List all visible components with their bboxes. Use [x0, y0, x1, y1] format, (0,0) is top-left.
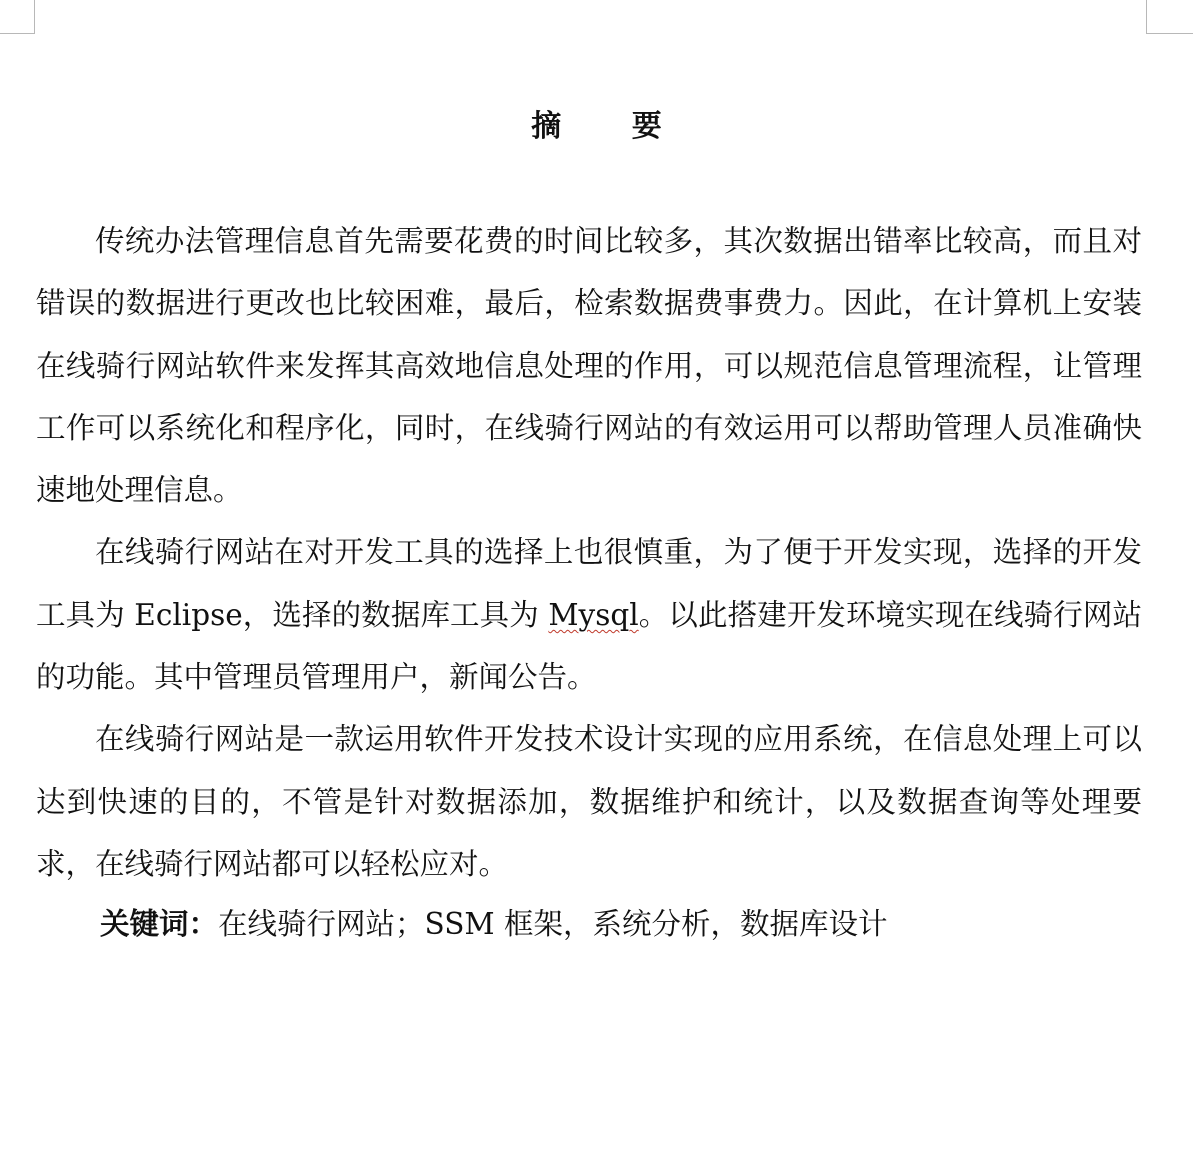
spellcheck-flagged-word: Mysql — [548, 597, 639, 632]
abstract-paragraph-2 — [36, 521, 1142, 708]
keywords-label: 关键词： — [100, 906, 219, 942]
abstract-body — [36, 210, 1142, 953]
corner-mark-top-right — [1146, 0, 1147, 34]
corner-mark-top-left — [34, 0, 35, 34]
keywords-value: 在线骑行网站；SSM 框架，系统分析，数据库设计 — [218, 907, 888, 942]
keywords-line — [36, 895, 1142, 953]
abstract-paragraph-1: 传统办法管理信息首先需要花费的时间比较多，其次数据出错率比较高，而且对错误的数据进行更改也比较困难，最后，检索数据费事费力。因此，在计算机上安装在线骑行网站软件来发挥其高效地信息处理的作用，可以规范信息管理流程，让管理工作可以系统化和程序化，同时，在线骑行网站的有效运用可以帮助管理人员准确快速地处理信息。 — [36, 224, 1142, 508]
abstract-paragraph-3: 在线骑行网站是一款运用软件开发技术设计实现的应用系统，在信息处理上可以达到快速的目的，不管是针对数据添加，数据维护和统计，以及数据查询等处理要求，在线骑行网站都可以轻松应对。 — [36, 722, 1142, 881]
corner-mark-top-left-horizontal — [0, 33, 34, 34]
abstract-title: 摘 要 — [531, 109, 692, 144]
paragraph-2-text-end: 。以此搭建开发环境实现在线骑行网站的功能。其中管理员管理用户，新闻公告。 — [36, 597, 1142, 695]
corner-mark-top-right-horizontal — [1146, 33, 1193, 34]
paragraph-2-text-start: 在线骑行网站在对开发工具的选择上也很慎重，为了便于开发实现，选择的开发工具为 Eclipse，选择的数据库工具为 — [36, 535, 1142, 632]
